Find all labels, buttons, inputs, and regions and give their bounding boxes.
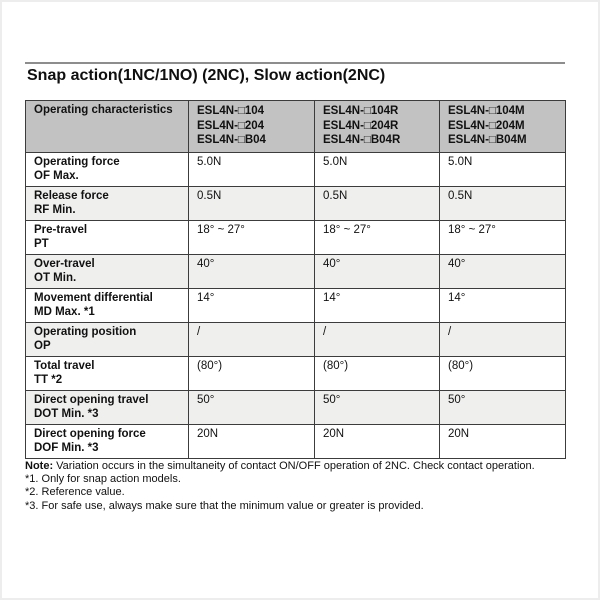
table-row <box>26 255 566 289</box>
table-row <box>26 425 566 459</box>
value-cell: 14° <box>315 289 440 323</box>
footnote-2: *2. Reference value. <box>25 486 125 499</box>
row-label: Release force <box>34 190 109 202</box>
table-row <box>26 391 566 425</box>
value-cell: 0.5N <box>315 187 440 221</box>
row-label: Pre-travel <box>34 224 88 236</box>
row-label-cell <box>26 289 189 323</box>
value-cell: 50° <box>440 391 566 425</box>
model-name: ESL4N-□204M <box>448 119 525 132</box>
row-label-cell <box>26 221 189 255</box>
header-models-base <box>189 101 315 153</box>
table-row <box>26 323 566 357</box>
value-cell: (80°) <box>440 357 566 391</box>
model-name: ESL4N-□B04M <box>448 134 527 146</box>
value-cell: 14° <box>189 289 315 323</box>
row-label: Direct opening force <box>34 428 146 440</box>
model-name: ESL4N-□204 <box>197 119 265 132</box>
row-sublabel: RF Min. <box>34 203 76 216</box>
value-cell: 5.0N <box>189 153 315 187</box>
note-label: Note: <box>25 460 54 472</box>
row-label: Over-travel <box>34 258 95 270</box>
value-cell: 18° ~ 27° <box>315 221 440 255</box>
row-label-cell <box>26 425 189 459</box>
row-label: Operating position <box>34 326 137 338</box>
value-cell: 14° <box>440 289 566 323</box>
row-sublabel: OP <box>34 339 51 352</box>
value-cell: 20N <box>315 425 440 459</box>
value-cell: / <box>440 323 566 357</box>
model-name: ESL4N-□B04R <box>323 134 401 146</box>
value-cell: 18° ~ 27° <box>189 221 315 255</box>
row-label: Movement differential <box>34 292 153 304</box>
table-row <box>26 357 566 391</box>
model-name: ESL4N-□204R <box>323 119 399 132</box>
row-label-cell <box>26 391 189 425</box>
row-label-cell <box>26 187 189 221</box>
row-label-cell <box>26 357 189 391</box>
value-cell: 40° <box>189 255 315 289</box>
model-name: ESL4N-□104M <box>448 105 525 117</box>
table-row <box>26 153 566 187</box>
title-divider <box>25 62 565 64</box>
table-row <box>26 289 566 323</box>
value-cell: 50° <box>189 391 315 425</box>
value-cell: 50° <box>315 391 440 425</box>
row-sublabel: TT *2 <box>34 373 63 386</box>
row-label: Direct opening travel <box>34 394 149 406</box>
row-label: Total travel <box>34 360 95 372</box>
value-cell: 40° <box>315 255 440 289</box>
row-sublabel: OF Max. <box>34 169 79 182</box>
page-title: Snap action(1NC/1NO) (2NC), Slow action(2NC) <box>27 67 386 84</box>
row-label-cell <box>26 323 189 357</box>
spec-table <box>25 100 566 459</box>
row-sublabel: MD Max. *1 <box>34 305 95 318</box>
value-cell: 5.0N <box>315 153 440 187</box>
footnote-1: *1. Only for snap action models. <box>25 473 181 486</box>
value-cell: 40° <box>440 255 566 289</box>
footnote-3: *3. For safe use, always make sure that the minimum value or greater is provided. <box>25 499 424 512</box>
header-models-m <box>440 101 566 153</box>
model-name: ESL4N-□104R <box>323 105 399 117</box>
value-cell: 20N <box>189 425 315 459</box>
value-cell: / <box>315 323 440 357</box>
value-cell: 20N <box>440 425 566 459</box>
table-row <box>26 221 566 255</box>
value-cell: 18° ~ 27° <box>440 221 566 255</box>
note-line <box>25 460 577 473</box>
row-sublabel: DOT Min. *3 <box>34 407 99 420</box>
model-name: ESL4N-□104 <box>197 105 265 117</box>
value-cell: 5.0N <box>440 153 566 187</box>
header-operating-characteristics: Operating characteristics <box>26 101 189 153</box>
table-row <box>26 187 566 221</box>
value-cell: / <box>189 323 315 357</box>
row-sublabel: OT Min. <box>34 271 77 284</box>
value-cell: (80°) <box>315 357 440 391</box>
notes-block <box>25 460 577 513</box>
table-header-row <box>26 101 566 153</box>
header-models-r <box>315 101 440 153</box>
model-name: ESL4N-□B04 <box>197 134 266 146</box>
row-sublabel: DOF Min. *3 <box>34 441 99 454</box>
value-cell: 0.5N <box>440 187 566 221</box>
row-label: Operating force <box>34 156 120 168</box>
row-sublabel: PT <box>34 237 49 250</box>
note-text: Variation occurs in the simultaneity of contact ON/OFF operation of 2NC. Check contact operation. <box>53 460 535 472</box>
value-cell: (80°) <box>189 357 315 391</box>
value-cell: 0.5N <box>189 187 315 221</box>
row-label-cell <box>26 255 189 289</box>
row-label-cell <box>26 153 189 187</box>
